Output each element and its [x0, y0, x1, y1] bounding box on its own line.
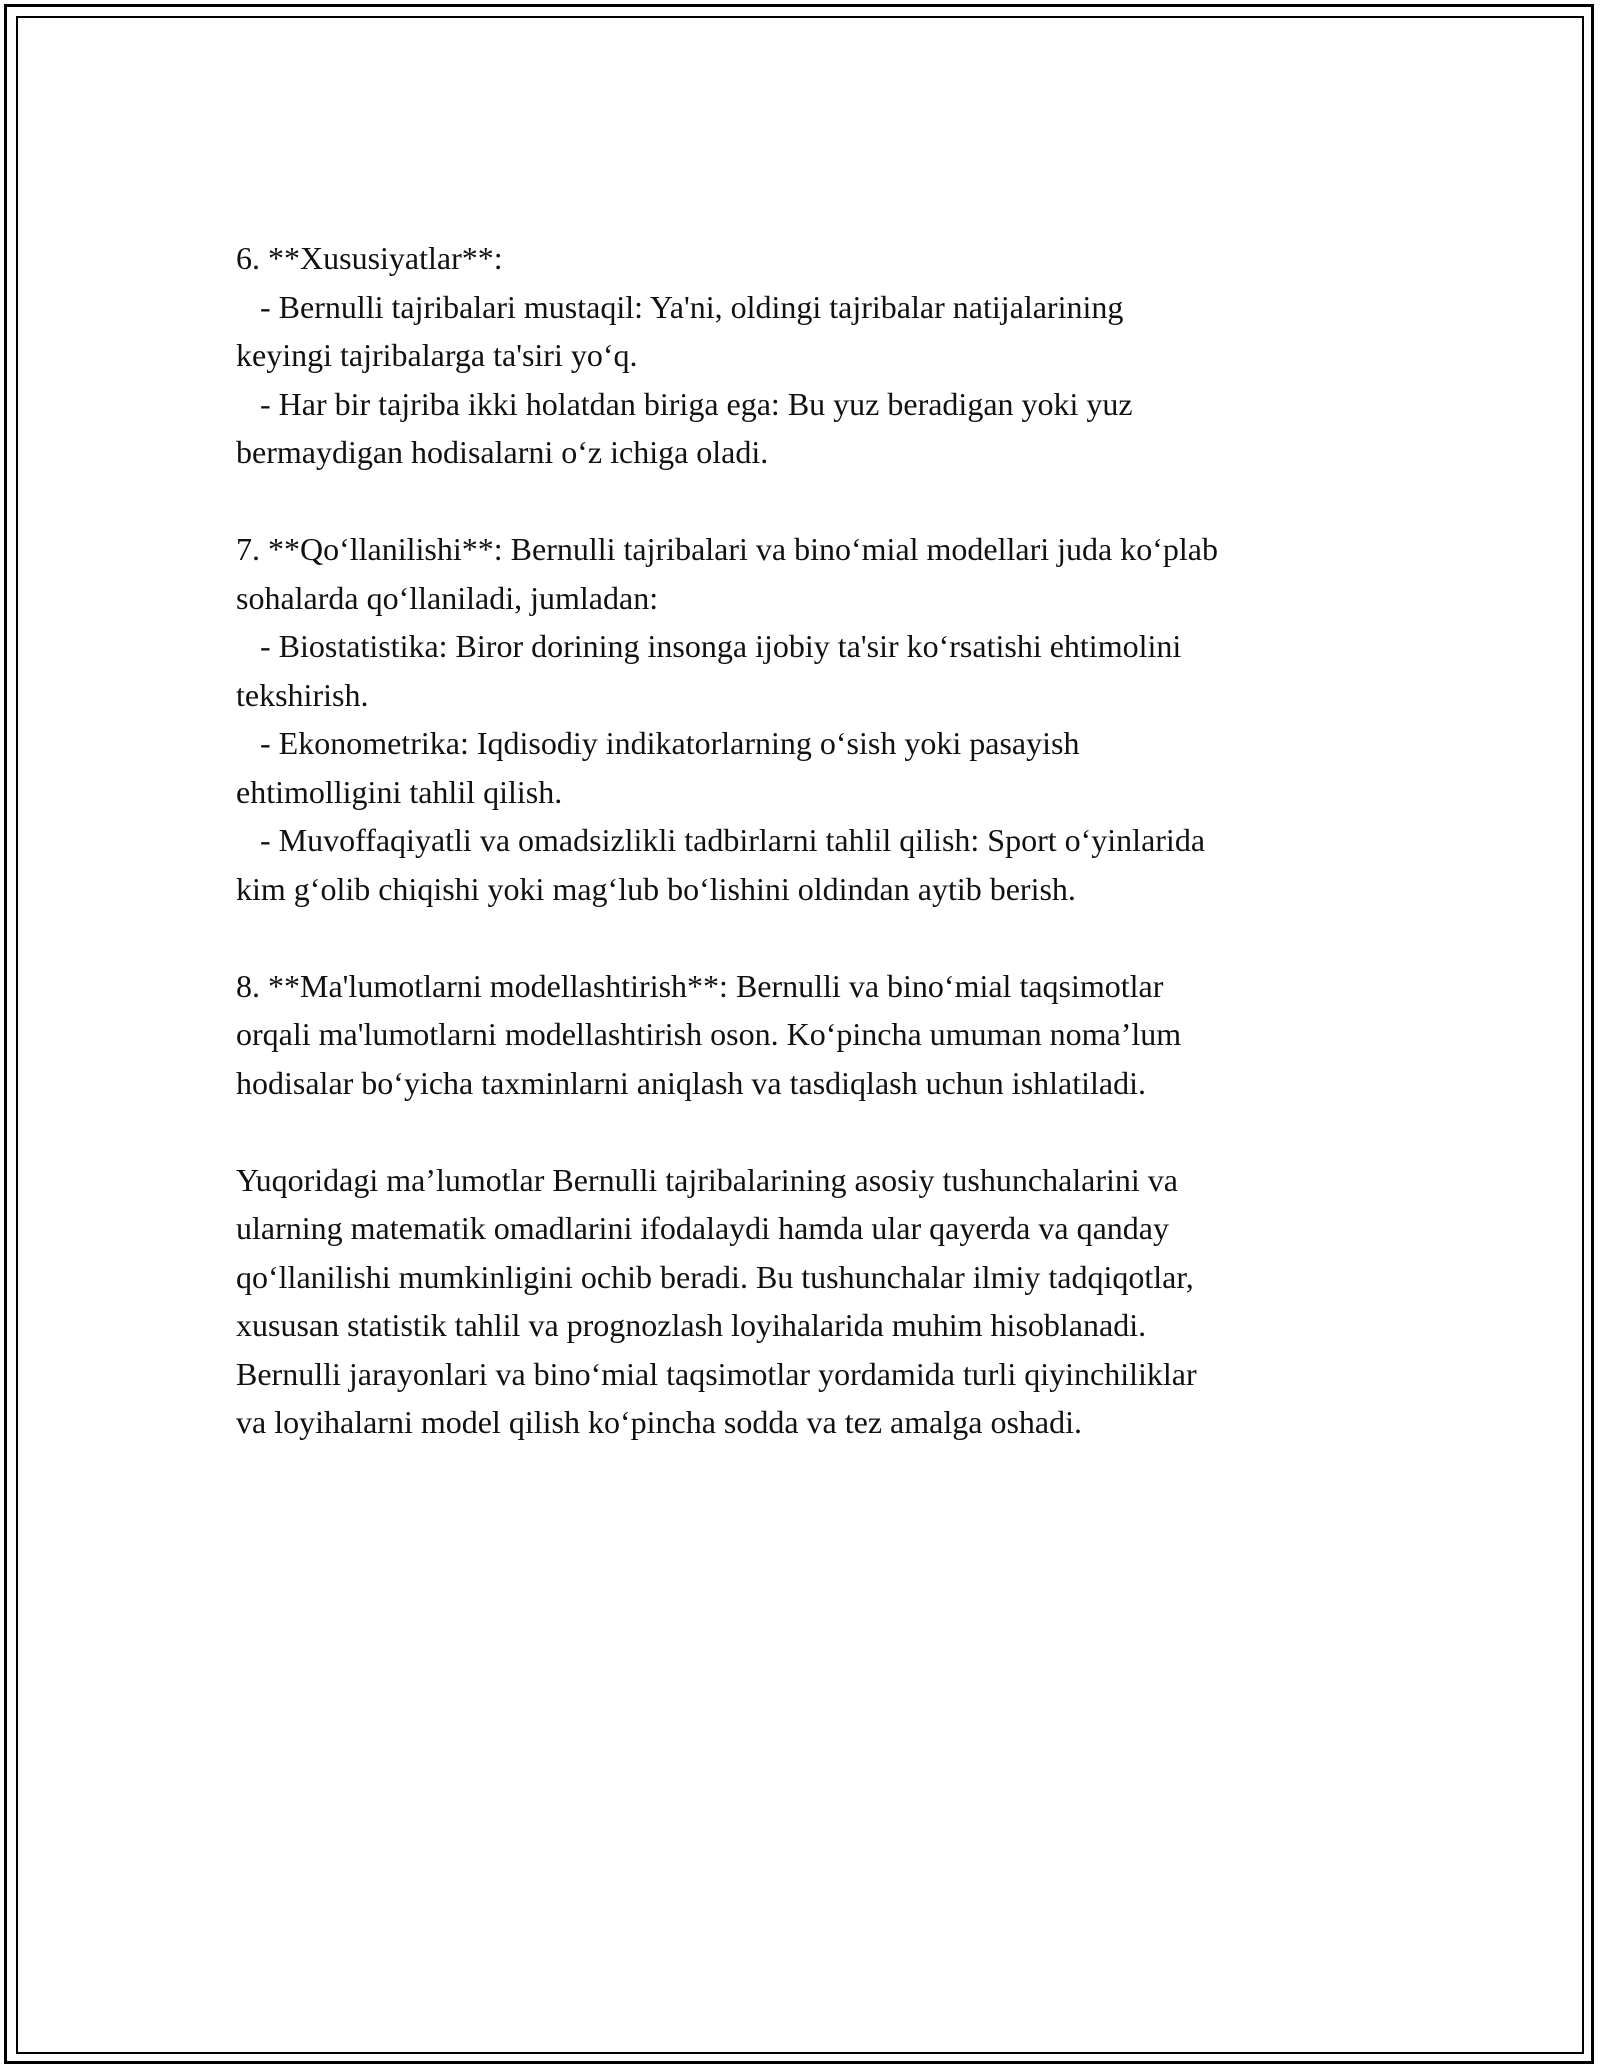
text-line: tekshirish.: [236, 676, 369, 713]
text-line: 6. **Xususiyatlar**:: [236, 240, 503, 276]
text-line: Yuqoridagi ma’lumotlar Bernulli tajribalarining asosiy tushunchalarini va: [236, 1161, 1178, 1198]
text-line: ehtimolligini tahlil qilish.: [236, 773, 563, 810]
text-line: bermaydigan hodisalarni o‘z ichiga oladi.: [236, 434, 769, 470]
text-line: - Ekonometrika: Iqdisodiy indikatorlarning o‘sish yoki pasayish: [236, 725, 1080, 761]
text-line: hodisalar bo‘yicha taxminlarni aniqlash va tasdiqlash uchun ishlatiladi.: [236, 1064, 1146, 1101]
section-malumotlarni-modellashtirish: [236, 962, 1376, 1108]
text-line: orqali ma'lumotlarni modellashtirish oson. Ko‘pincha umuman noma’lum: [236, 1016, 1182, 1052]
text-line: 7. **Qo‘llanilishi**: Bernulli tajribalari va bino‘mial modellari juda ko‘plab: [236, 531, 1218, 567]
section-xususiyatlar: [236, 234, 1376, 477]
text-line: xususan statistik tahlil va prognozlash loyihalarida muhim hisoblanadi.: [236, 1307, 1147, 1343]
section-conclusion: [236, 1156, 1376, 1447]
text-line: - Bernulli tajribalari mustaqil: Ya'ni, oldingi tajribalar natijalarining: [236, 288, 1124, 325]
text-line: keyingi tajribalarga ta'siri yo‘q.: [236, 337, 638, 373]
text-line: - Har bir tajriba ikki holatdan biriga ega: Bu yuz beradigan yoki yuz: [236, 385, 1133, 422]
text-line: - Biostatistika: Biror dorining insonga ijobiy ta'sir ko‘rsatishi ehtimolini: [236, 628, 1182, 664]
text-line: - Muvoffaqiyatli va omadsizlikli tadbirlarni tahlil qilish: Sport o‘yinlarida: [236, 822, 1206, 858]
text-line: va loyihalarni model qilish ko‘pincha sodda va tez amalga oshadi.: [236, 1404, 1082, 1440]
text-line: qo‘llanilishi mumkinligini ochib beradi. Bu tushunchalar ilmiy tadqiqotlar,: [236, 1258, 1194, 1295]
text-line: kim g‘olib chiqishi yoki mag‘lub bo‘lishini oldindan aytib berish.: [236, 870, 1076, 907]
section-qollanilishi: [236, 525, 1376, 913]
text-line: ularning matematik omadlarini ifodalaydi hamda ular qayerda va qanday: [236, 1210, 1169, 1246]
document-body: [236, 234, 1376, 1495]
text-line: Bernulli jarayonlari va bino‘mial taqsimotlar yordamida turli qiyinchiliklar: [236, 1355, 1197, 1392]
text-line: 8. **Ma'lumotlarni modellashtirish**: Bernulli va bino‘mial taqsimotlar: [236, 967, 1164, 1004]
text-line: sohalarda qo‘llaniladi, jumladan:: [236, 579, 659, 616]
